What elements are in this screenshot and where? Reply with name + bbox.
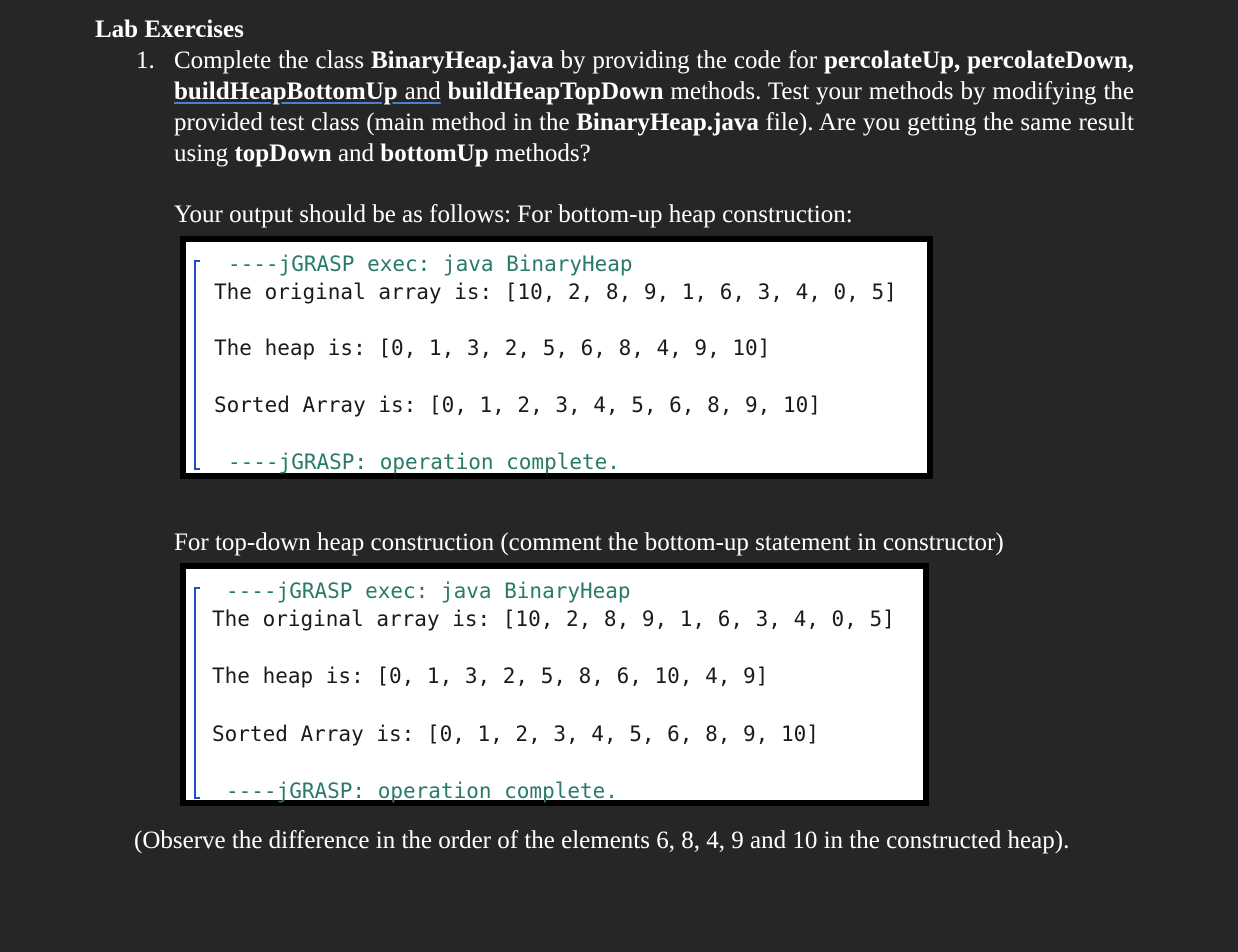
method-percolate-up: percolateUp, (823, 47, 961, 74)
section-heading: Lab Exercises (95, 16, 244, 43)
console-sorted-line: Sorted Array is: [0, 1, 2, 3, 4, 5, 6, 8, 9, 10] (214, 393, 821, 417)
keyword-top-down: topDown (234, 140, 332, 167)
text-segment: and (397, 78, 441, 105)
console-bracket (194, 587, 200, 799)
top-down-caption: For top-down heap construction (comment the bottom-up statement in constructor) (174, 529, 1004, 556)
text-segment: by providing the code for (553, 47, 824, 74)
console-complete-line: ----jGRASP: operation complete. (228, 450, 620, 474)
console-heap-line: The heap is: [0, 1, 3, 2, 5, 8, 6, 10, 4, 9] (212, 664, 769, 688)
observation-note: (Observe the difference in the order of the elements 6, 8, 4, 9 and 10 in the constructed heap). (134, 827, 1070, 854)
method-build-heap-top-down: buildHeapTopDown (447, 78, 664, 105)
text-segment: Complete the class (174, 47, 371, 74)
list-item-number: 1. (136, 47, 155, 74)
file-name-bold: BinaryHeap.java (576, 109, 759, 136)
text-segment: and (331, 140, 381, 167)
top-down-console-screenshot (180, 563, 929, 806)
underlined-segment (174, 78, 441, 105)
console-exec-line: ----jGRASP exec: java BinaryHeap (228, 252, 633, 276)
text-segment: methods. Test your methods by modifying the provided test class (main method in the (174, 78, 1134, 136)
console-original-line: The original array is: [10, 2, 8, 9, 1, 6, 3, 4, 0, 5] (214, 280, 897, 304)
bottom-up-caption: Your output should be as follows: For bottom-up heap construction: (174, 201, 853, 228)
console-exec-line: ----jGRASP exec: java BinaryHeap (226, 579, 631, 603)
method-build-heap-bottom-up: buildHeapBottomUp (174, 78, 398, 105)
console-sorted-line: Sorted Array is: [0, 1, 2, 3, 4, 5, 6, 8, 9, 10] (212, 722, 819, 746)
keyword-bottom-up: bottomUp (380, 140, 489, 167)
text-segment: methods? (488, 140, 591, 167)
console-original-line: The original array is: [10, 2, 8, 9, 1, 6, 3, 4, 0, 5] (212, 607, 895, 631)
console-complete-line: ----jGRASP: operation complete. (226, 779, 618, 803)
console-heap-line: The heap is: [0, 1, 3, 2, 5, 6, 8, 4, 9, 10] (214, 336, 771, 360)
bottom-up-console-screenshot (180, 236, 933, 479)
console-bracket (194, 260, 200, 470)
class-name-bold: BinaryHeap.java (370, 47, 554, 74)
text-segment: file). Are you getting the same result using (174, 109, 1134, 167)
method-percolate-down: percolateDown, (967, 47, 1135, 74)
exercise-paragraph (174, 45, 1134, 169)
